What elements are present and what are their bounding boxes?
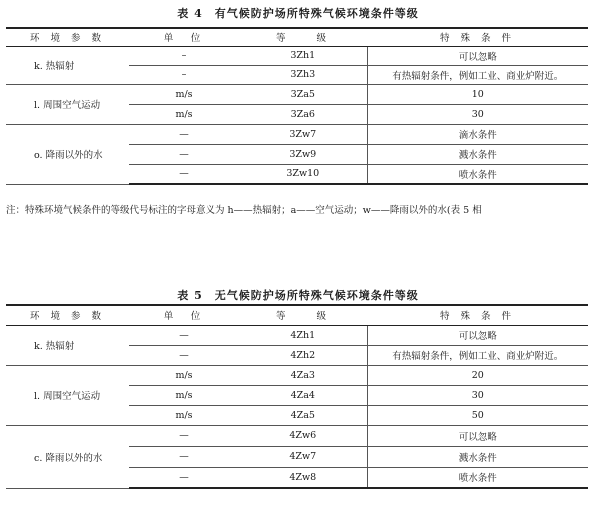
table5-level: 4Za4 [239,385,367,405]
table-row [6,325,588,345]
table4-level: 3Za6 [239,104,367,124]
table5-level: 4Zw6 [239,425,367,446]
table4-condition: 可以忽略 [367,46,588,65]
table5-condition: 50 [367,405,588,425]
table5-condition: 可以忽略 [367,325,588,345]
table5-level: 4Za3 [239,365,367,385]
table5-param-heat-radiation: k. 热辐射 [6,325,129,365]
table5-unit: m/s [129,365,239,385]
table5-unit: — [129,425,239,446]
table4-unit: — [129,144,239,164]
table5-unit: — [129,467,239,488]
table4-level: 3Zw9 [239,144,367,164]
table4-unit: — [129,124,239,144]
table4-unit: m/s [129,104,239,124]
table5-caption: 表 5 无气候防护场所特殊气候环境条件等级 [177,289,419,302]
table4-condition: 有热辐射条件，例如工业、商业炉附近。 [367,65,588,84]
table4-level: 3Zw10 [239,164,367,184]
table4-unit: m/s [129,84,239,104]
table4-level: 3Zh1 [239,46,367,65]
table4-condition: 10 [367,84,588,104]
table4-unit: — [129,164,239,184]
table5-unit: — [129,345,239,365]
table4-unit: – [129,65,239,84]
table5-level: 4Za5 [239,405,367,425]
table4-unit: – [129,46,239,65]
table4-level: 3Zh3 [239,65,367,84]
table5-condition: 30 [367,385,588,405]
table4-header-unit: 单 位 [129,28,239,46]
table5-level: 4Zw7 [239,446,367,467]
table5-unit: m/s [129,405,239,425]
table5-param-water: c. 降雨以外的水 [6,425,129,488]
table4-condition: 溅水条件 [367,144,588,164]
table4-condition: 喷水条件 [367,164,588,184]
table5-level: 4Zw8 [239,467,367,488]
table-row [6,124,588,144]
table5-level: 4Zh1 [239,325,367,345]
table5-unit: — [129,446,239,467]
table4-caption: 表 4 有气候防护场所特殊气候环境条件等级 [177,7,419,20]
table5-condition: 有热辐射条件，例如工业、商业炉附近。 [367,345,588,365]
table-row [6,365,588,385]
table4-level: 3Za5 [239,84,367,104]
table4-header-condition: 特 殊 条 件 [367,28,588,46]
table4-header-param: 环 境 参 数 [6,28,129,46]
table5-header-level: 等 级 [239,305,367,325]
table5-header-unit: 单 位 [129,305,239,325]
table4-note: 注：特殊环境气候条件的等级代号标注的字母意义为 h——热辐射；a——空气运动；w——降雨以外的水(表 5 相 [6,205,482,216]
table-row [6,84,588,104]
table5-condition: 溅水条件 [367,446,588,467]
table4-condition: 30 [367,104,588,124]
table5-condition: 可以忽略 [367,425,588,446]
table-row [6,425,588,446]
table5-header-param: 环 境 参 数 [6,305,129,325]
table4-level: 3Zw7 [239,124,367,144]
table4-condition: 滴水条件 [367,124,588,144]
table4-param-heat-radiation: k. 热辐射 [6,46,129,84]
table4 [6,27,588,185]
table4-header-level: 等 级 [239,28,367,46]
table5-unit: — [129,325,239,345]
table-row [6,46,588,65]
table5-header-condition: 特 殊 条 件 [367,305,588,325]
table4-param-water: o. 降雨以外的水 [6,124,129,184]
table5-param-air-movement: l. 周围空气运动 [6,365,129,425]
table4-param-air-movement: l. 周围空气运动 [6,84,129,124]
table5-condition: 喷水条件 [367,467,588,488]
table5 [6,304,588,489]
table5-condition: 20 [367,365,588,385]
table5-unit: m/s [129,385,239,405]
table5-level: 4Zh2 [239,345,367,365]
